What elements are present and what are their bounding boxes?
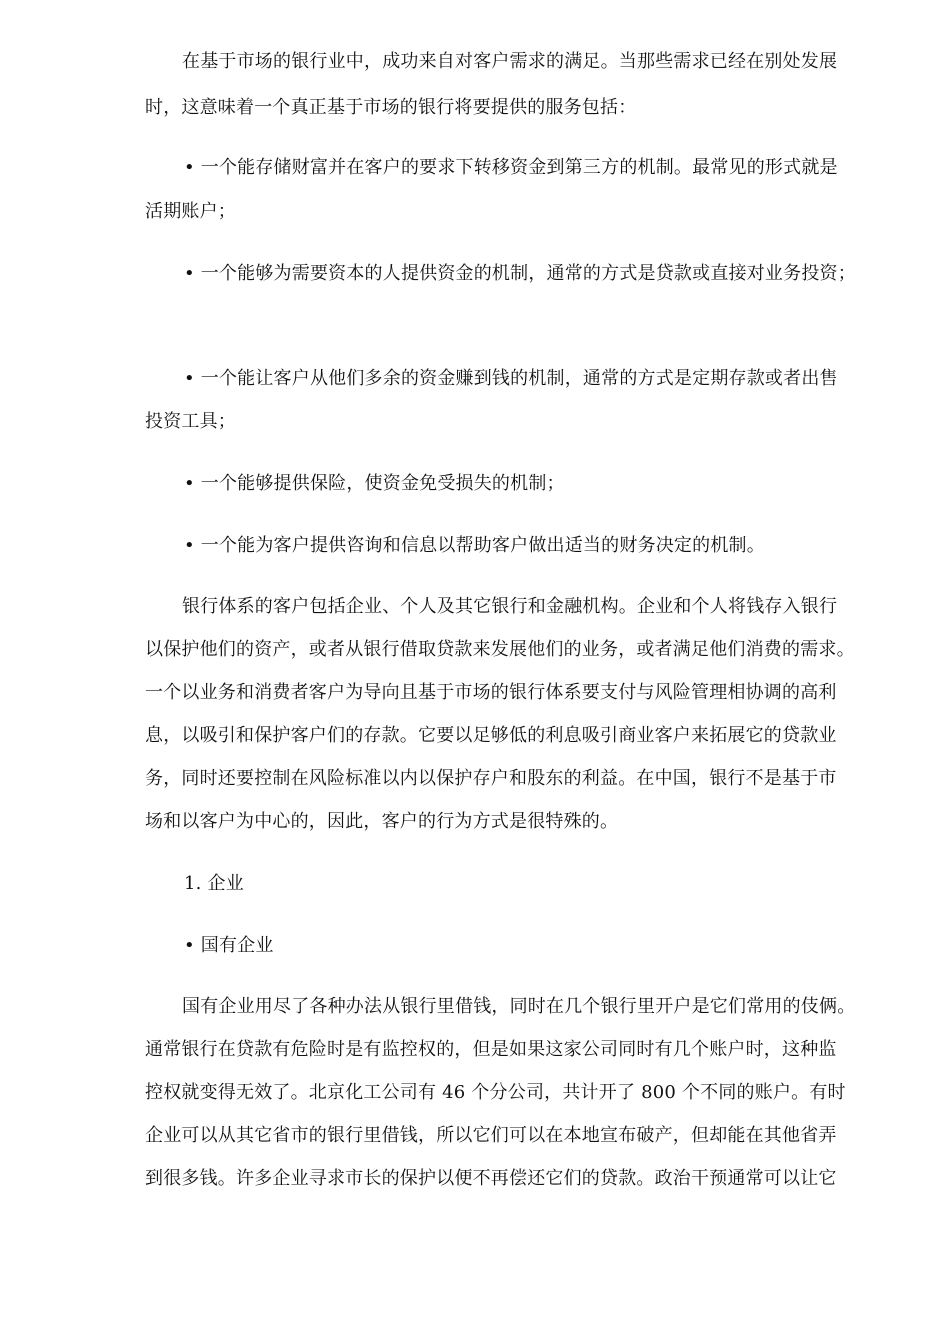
bullet-item-continuation: 活期账户； xyxy=(145,201,236,222)
bullet-item: • 一个能让客户从他们多余的资金赚到钱的机制，通常的方式是定期存款或者出售 xyxy=(184,368,838,389)
subsection-heading: • 国有企业 xyxy=(184,935,274,956)
bullet-item: • 一个能够为需要资本的人提供资金的机制，通常的方式是贷款或直接对业务投资； xyxy=(184,263,856,284)
paragraph-line: 息，以吸引和保护客户们的存款。它要以足够低的利息吸引商业客户来拓展它的贷款业 xyxy=(145,725,837,746)
paragraph-line: 国有企业用尽了各种办法从银行里借钱，同时在几个银行里开户是它们常用的伎俩。 xyxy=(182,996,856,1017)
bullet-item: • 一个能够提供保险，使资金免受损失的机制； xyxy=(184,473,565,494)
paragraph-line: 一个以业务和消费者客户为导向且基于市场的银行体系要支付与风险管理相协调的高利 xyxy=(145,682,837,703)
paragraph-line: 务，同时还要控制在风险标准以内以保护存户和股东的利益。在中国，银行不是基于市 xyxy=(145,768,837,789)
paragraph-line: 到很多钱。许多企业寻求市长的保护以便不再偿还它们的贷款。政治干预通常可以让它 xyxy=(145,1168,837,1189)
intro-line: 在基于市场的银行业中，成功来自对客户需求的满足。当那些需求已经在别处发展 xyxy=(182,51,838,72)
paragraph-line: 银行体系的客户包括企业、个人及其它银行和金融机构。企业和个人将钱存入银行 xyxy=(182,596,838,617)
paragraph-line: 企业可以从其它省市的银行里借钱，所以它们可以在本地宣布破产，但却能在其他省弄 xyxy=(145,1125,837,1146)
section-heading: 1. 企业 xyxy=(184,873,244,894)
paragraph-line: 控权就变得无效了。北京化工公司有 46 个分公司，共计开了 800 个不同的账户。有时 xyxy=(145,1082,846,1103)
bullet-item: • 一个能为客户提供咨询和信息以帮助客户做出适当的财务决定的机制。 xyxy=(184,535,765,556)
intro-line: 时，这意味着一个真正基于市场的银行将要提供的服务包括： xyxy=(145,97,637,118)
bullet-item: • 一个能存储财富并在客户的要求下转移资金到第三方的机制。最常见的形式就是 xyxy=(184,157,838,178)
paragraph-line: 场和以客户为中心的，因此，客户的行为方式是很特殊的。 xyxy=(145,811,619,832)
paragraph-line: 以保护他们的资产，或者从银行借取贷款来发展他们的业务，或者满足他们消费的需求。 xyxy=(145,639,855,660)
paragraph-line: 通常银行在贷款有危险时是有监控权的，但是如果这家公司同时有几个账户时，这种监 xyxy=(145,1039,837,1060)
bullet-item-continuation: 投资工具； xyxy=(145,411,236,432)
